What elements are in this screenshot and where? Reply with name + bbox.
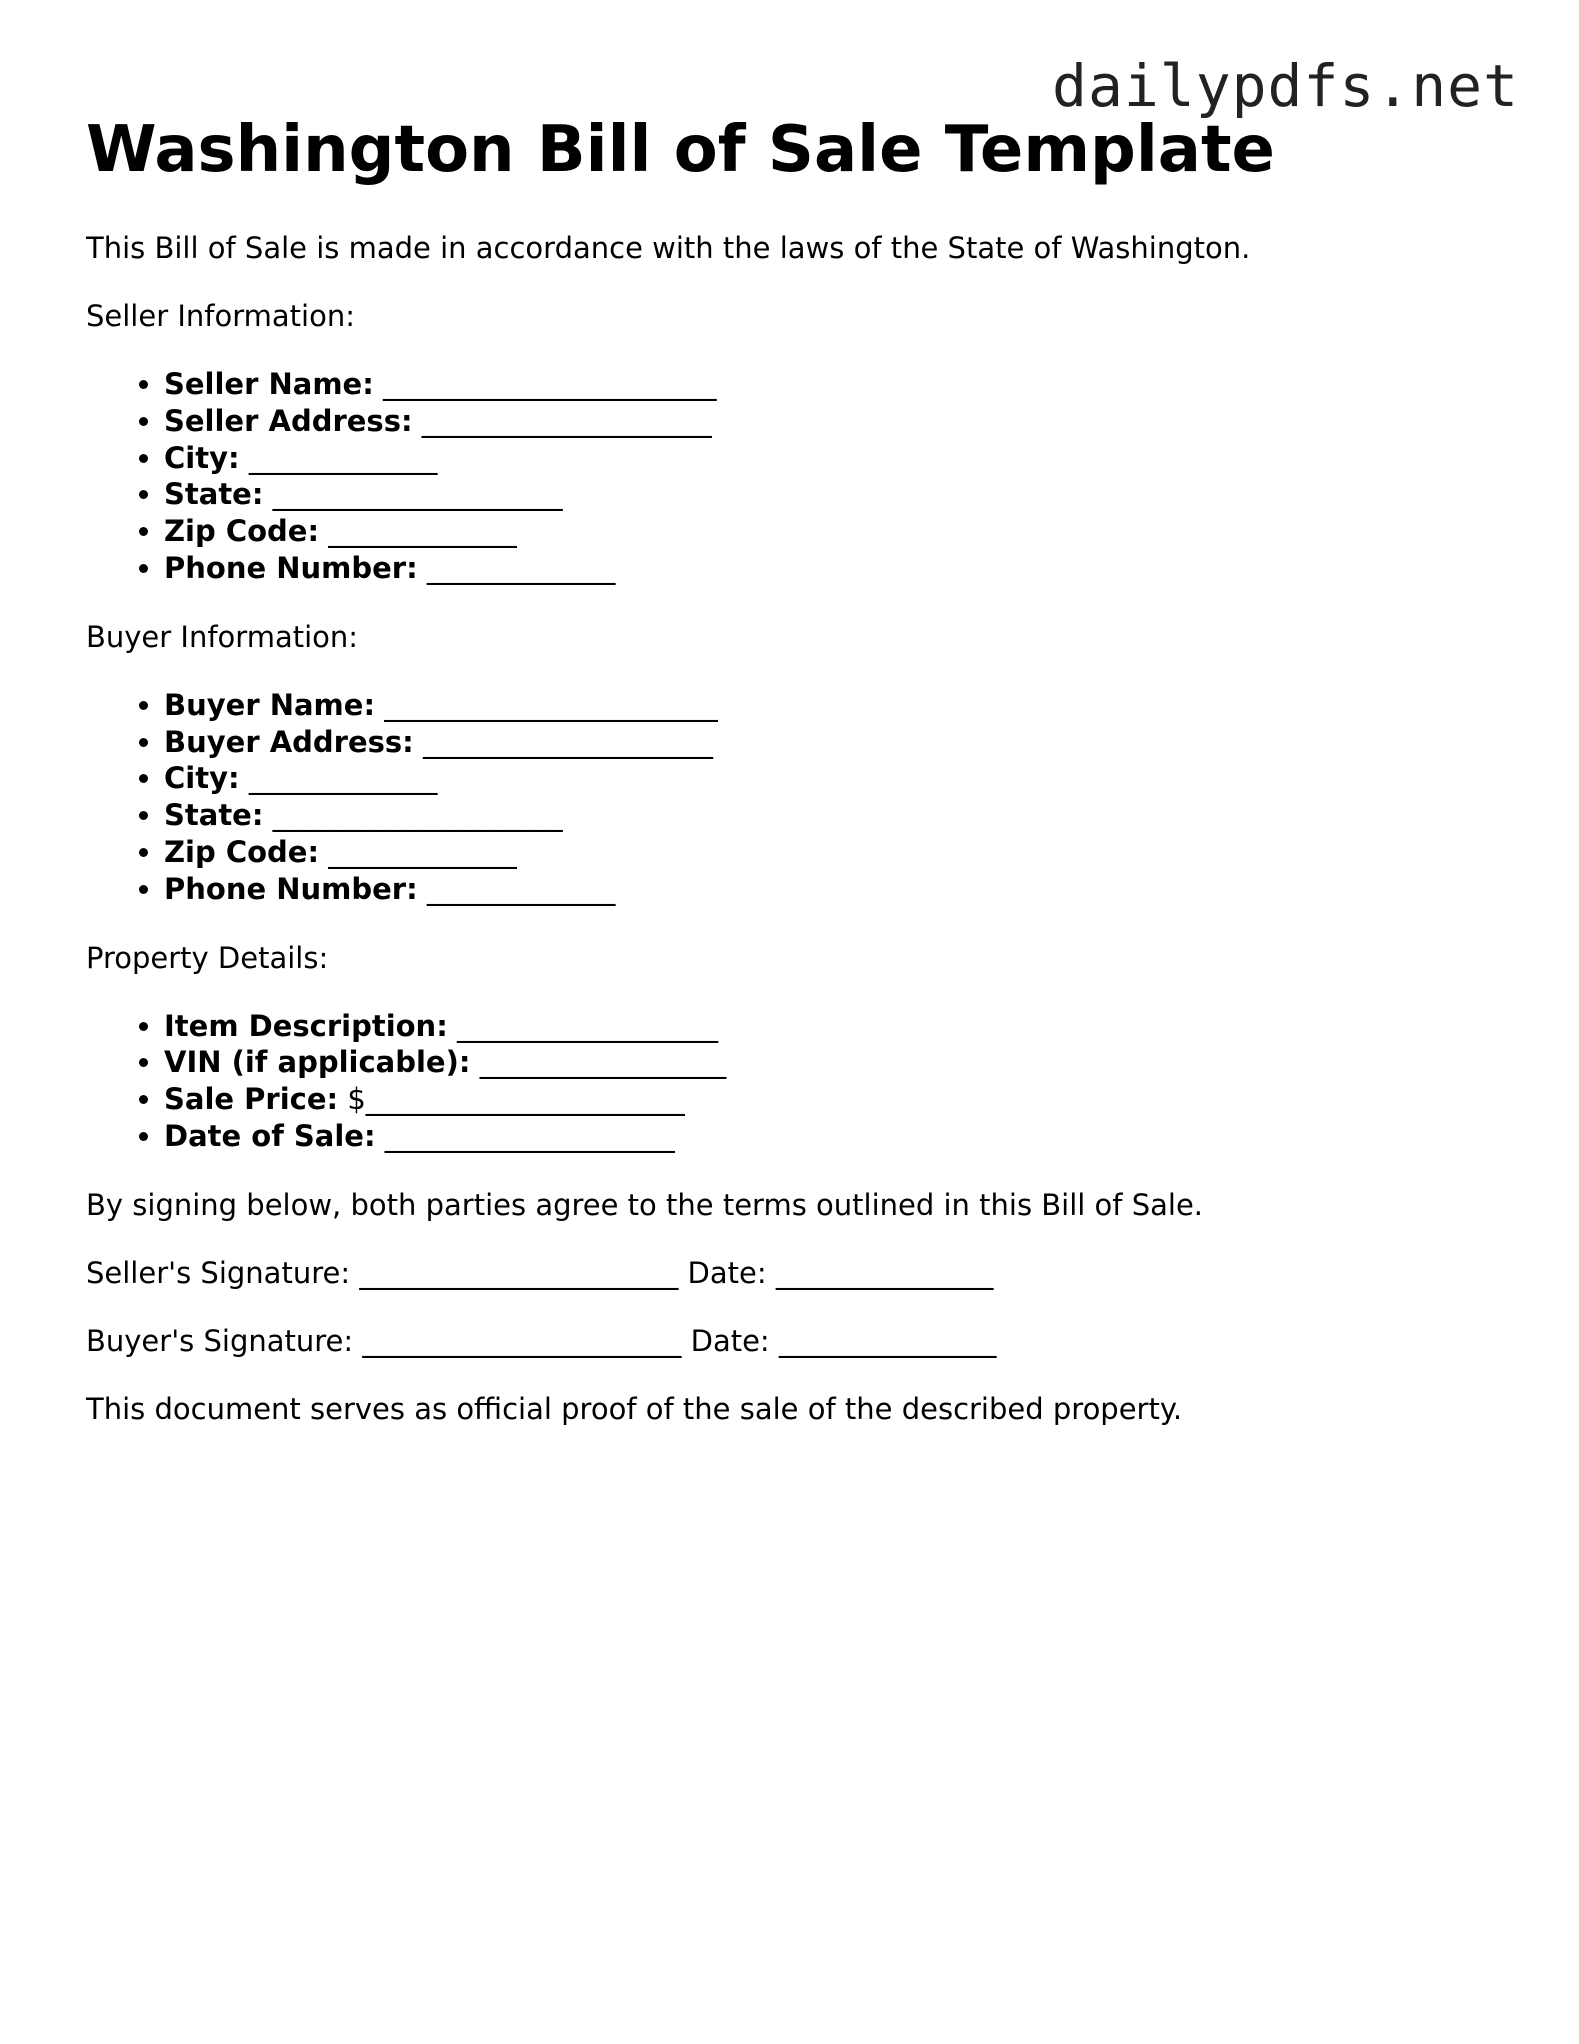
field-label: City: bbox=[164, 440, 240, 475]
field-blank: _____________ bbox=[426, 550, 616, 585]
field-label: VIN (if applicable): bbox=[164, 1045, 471, 1080]
seller-address-field bbox=[164, 403, 1506, 440]
field-label: Zip Code: bbox=[164, 514, 320, 549]
buyer-address-field bbox=[164, 724, 1506, 761]
seller-zip-field bbox=[164, 513, 1506, 550]
vin-field bbox=[164, 1044, 1506, 1081]
seller-field-list bbox=[86, 366, 1506, 587]
buyer-section-heading: Buyer Information: bbox=[86, 619, 359, 654]
buyer-state-field bbox=[164, 797, 1506, 834]
field-blank: ____________________ bbox=[384, 1118, 675, 1153]
buyer-phone-field bbox=[164, 871, 1506, 908]
buyer-city-field bbox=[164, 760, 1506, 797]
property-field-list bbox=[86, 1008, 1506, 1155]
date-of-sale-field bbox=[164, 1118, 1506, 1155]
page-title: Washington Bill of Sale Template bbox=[86, 113, 1275, 187]
field-blank: _____________ bbox=[426, 871, 616, 906]
field-blank: _______________________ bbox=[383, 367, 717, 401]
field-label: Buyer Name: bbox=[164, 687, 376, 722]
field-label: Zip Code: bbox=[164, 834, 320, 869]
buyer-name-field bbox=[164, 687, 1506, 724]
field-blank: ____________________ bbox=[421, 403, 712, 438]
buyer-field-list bbox=[86, 687, 1506, 908]
field-blank: $______________________ bbox=[347, 1082, 685, 1117]
field-blank: _____________ bbox=[248, 440, 438, 475]
field-label: Phone Number: bbox=[164, 871, 418, 906]
field-label: Buyer Address: bbox=[164, 724, 414, 759]
field-blank: __________________ bbox=[457, 1008, 719, 1043]
field-label: Sale Price: bbox=[164, 1082, 339, 1117]
field-label: Seller Name: bbox=[164, 367, 374, 401]
seller-state-field bbox=[164, 476, 1506, 513]
field-blank: _____________ bbox=[328, 834, 517, 869]
intro-text: This Bill of Sale is made in accordance with the laws of the State of Washington. bbox=[86, 231, 1251, 265]
watermark: dailypdfs.net bbox=[1052, 52, 1519, 120]
field-label: State: bbox=[164, 477, 264, 512]
property-section-heading: Property Details: bbox=[86, 940, 329, 975]
field-blank: _____________ bbox=[328, 514, 517, 549]
seller-phone-field bbox=[164, 550, 1506, 587]
item-description-field bbox=[164, 1008, 1506, 1045]
seller-name-field bbox=[164, 366, 1506, 403]
sale-price-field bbox=[164, 1081, 1506, 1118]
seller-city-field bbox=[164, 440, 1506, 477]
field-blank: _________________ bbox=[479, 1045, 727, 1080]
field-label: Seller Address: bbox=[164, 403, 413, 438]
field-blank: ____________________ bbox=[423, 724, 713, 759]
agreement-text: By signing below, both parties agree to the terms outlined in this Bill of Sale. bbox=[86, 1187, 1204, 1222]
document-body bbox=[86, 108, 1506, 1427]
field-label: Phone Number: bbox=[164, 550, 418, 585]
buyer-signature-line: Buyer's Signature: ______________________ Date: _______________ bbox=[86, 1323, 997, 1358]
seller-section-heading: Seller Information: bbox=[86, 299, 355, 333]
field-label: City: bbox=[164, 761, 240, 796]
field-blank: _____________ bbox=[248, 761, 438, 796]
field-label: Item Description: bbox=[164, 1008, 448, 1043]
field-blank: ____________________ bbox=[272, 477, 563, 512]
field-label: State: bbox=[164, 798, 264, 833]
buyer-zip-field bbox=[164, 834, 1506, 871]
field-blank: ____________________ bbox=[272, 798, 563, 833]
field-blank: _______________________ bbox=[384, 687, 718, 722]
field-label: Date of Sale: bbox=[164, 1118, 376, 1153]
closing-text: This document serves as official proof of the sale of the described property. bbox=[86, 1391, 1183, 1426]
seller-signature-line: Seller's Signature: ______________________ Date: _______________ bbox=[86, 1255, 994, 1290]
